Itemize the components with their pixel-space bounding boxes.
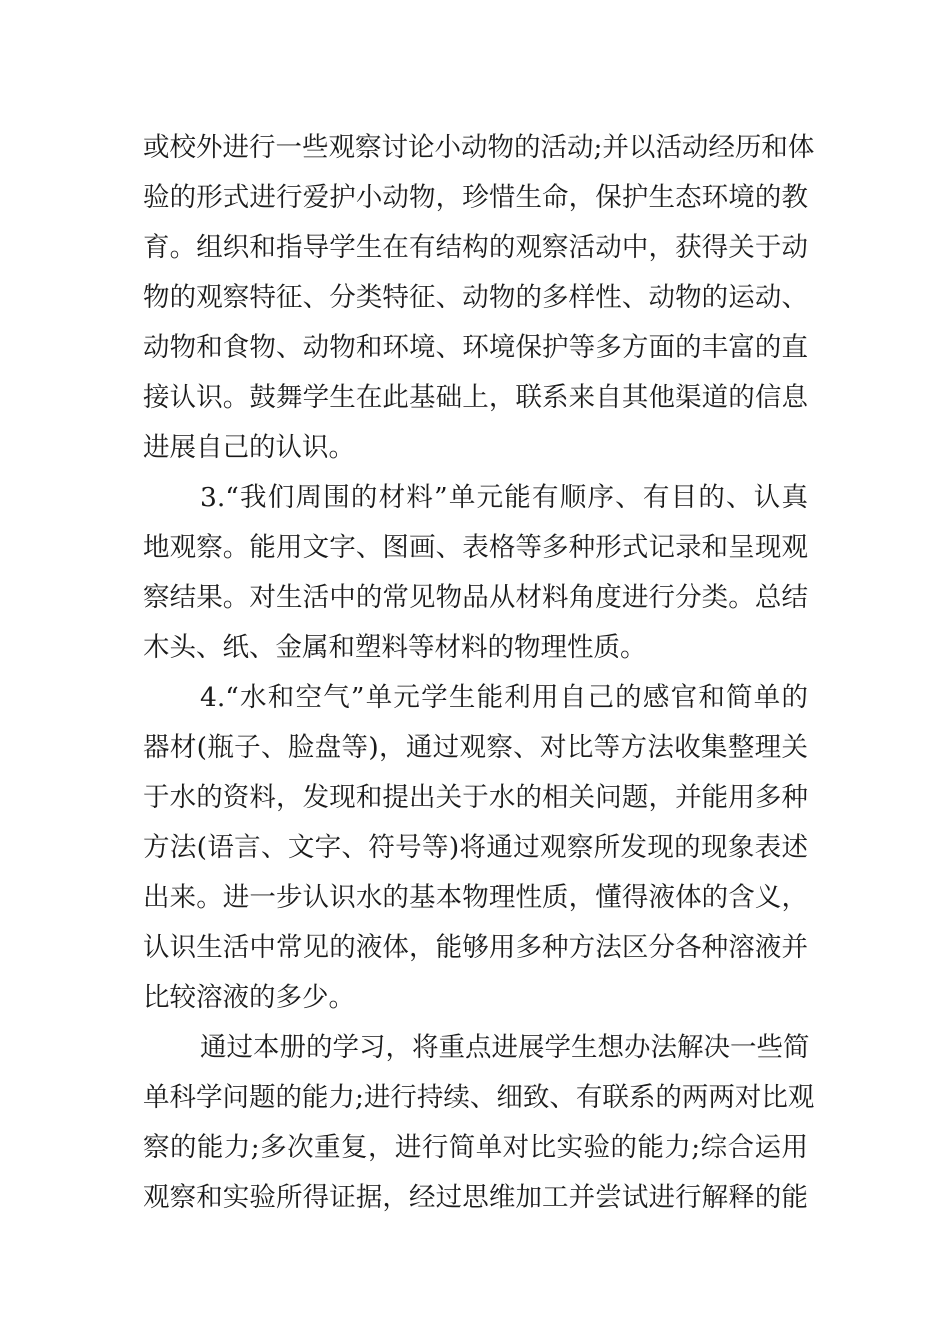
text-line: 木头、纸、金属和塑料等材料的物理性质。 [143, 632, 647, 663]
text-line: 观察和实验所得证据，经过思维加工并尝试进行解释的能 [143, 1182, 808, 1213]
text-line: 单科学问题的能力;进行持续、细致、有联系的两两对比观 [143, 1082, 815, 1113]
text-line: 器材(瓶子、脸盘等)，通过观察、对比等方法收集整理关 [143, 732, 808, 763]
text-line: 4.“水和空气”单元学生能利用自己的感官和简单的 [200, 682, 808, 713]
text-line: 进展自己的认识。 [143, 432, 355, 463]
text-line: 察结果。对生活中的常见物品从材料角度进行分类。总结 [143, 582, 808, 613]
text-line: 察的能力;多次重复，进行简单对比实验的能力;综合运用 [143, 1132, 808, 1163]
text-line: 3.“我们周围的材料”单元能有顺序、有目的、认真 [200, 482, 808, 513]
text-line: 地观察。能用文字、图画、表格等多种形式记录和呈现观 [143, 532, 808, 563]
text-line: 物的观察特征、分类特征、动物的多样性、动物的运动、 [143, 282, 808, 313]
text-line: 认识生活中常见的液体，能够用多种方法区分各种溶液并 [143, 932, 808, 963]
text-line: 通过本册的学习，将重点进展学生想办法解决一些简 [200, 1032, 810, 1063]
text-line: 出来。进一步认识水的基本物理性质，懂得液体的含义， [143, 882, 808, 913]
text-line: 验的形式进行爱护小动物，珍惜生命，保护生态环境的教 [143, 182, 808, 213]
text-line: 育。组织和指导学生在有结构的观察活动中，获得关于动 [143, 232, 808, 263]
text-line: 方法(语言、文字、符号等)将通过观察所发现的现象表述 [143, 832, 808, 863]
text-line: 接认识。鼓舞学生在此基础上，联系来自其他渠道的信息 [143, 382, 808, 413]
text-line: 或校外进行一些观察讨论小动物的活动;并以活动经历和体 [143, 132, 815, 163]
text-line: 动物和食物、动物和环境、环境保护等多方面的丰富的直 [143, 332, 808, 363]
text-line: 比较溶液的多少。 [143, 982, 355, 1013]
text-line: 于水的资料，发现和提出关于水的相关问题，并能用多种 [143, 782, 808, 813]
